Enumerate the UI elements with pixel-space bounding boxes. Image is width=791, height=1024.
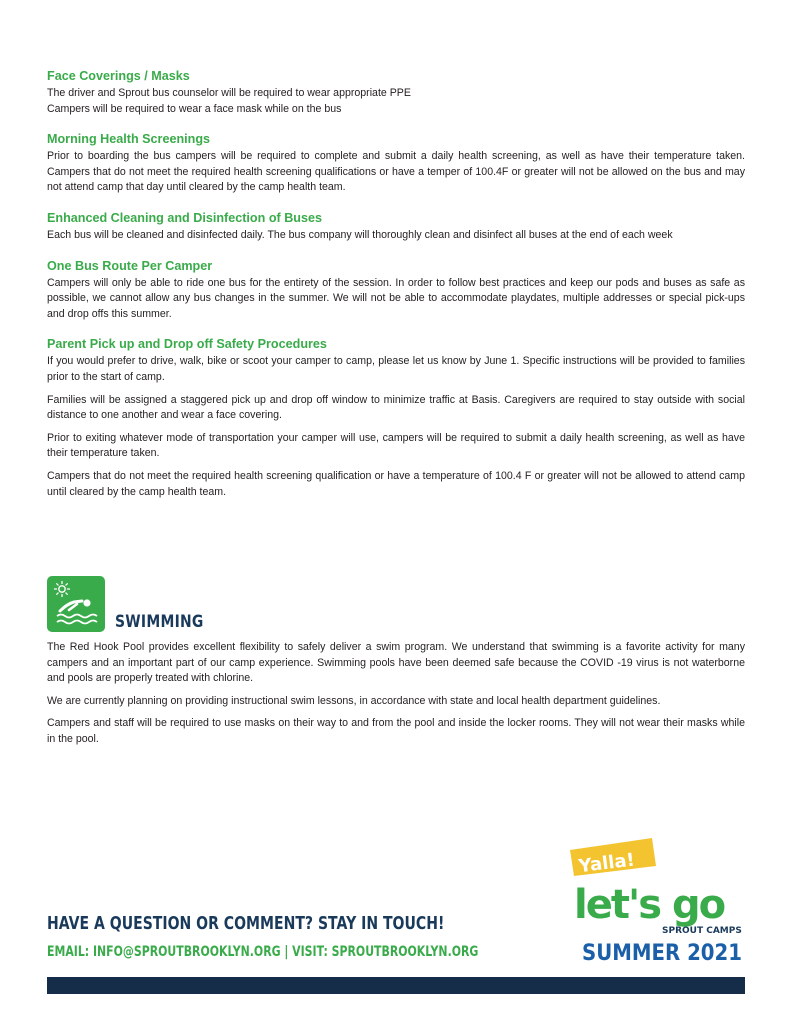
logo-banner-text: Yalla! bbox=[577, 849, 636, 878]
section-bus-route bbox=[47, 258, 745, 323]
footer-question: HAVE A QUESTION OR COMMENT? STAY IN TOUCH! bbox=[47, 913, 445, 934]
camp-logo bbox=[566, 836, 746, 966]
section-face-coverings bbox=[47, 68, 745, 117]
paragraph: Campers that do not meet the required health screening qualification or have a temperature of 100.4 F or greater will not be allowed to attend camp until cleared by the camp health team. bbox=[47, 469, 745, 498]
text-line: Campers will be required to wear a face mask while on the bus bbox=[47, 102, 342, 115]
section-heading: One Bus Route Per Camper bbox=[47, 258, 213, 273]
paragraph: Prior to boarding the bus campers will be required to complete and submit a daily health screening, as well as have their temperature taken. Campers that do not meet the required health screening qualifications or have a temper of 100.4F or greater will not be allowed on the bus and may not attend camp that day until cleared by the camp health team. bbox=[47, 150, 745, 194]
section-health-screenings bbox=[47, 131, 745, 196]
text-line: The driver and Sprout bus counselor will be required to wear appropriate PPE bbox=[47, 87, 411, 99]
section-heading: Face Coverings / Masks bbox=[47, 69, 190, 83]
swimming-text bbox=[47, 640, 745, 748]
section-heading: Enhanced Cleaning and Disinfection of Buses bbox=[47, 210, 323, 225]
section-cleaning bbox=[47, 210, 745, 244]
swimming-icon bbox=[47, 576, 105, 632]
section-heading: Morning Health Screenings bbox=[47, 132, 211, 147]
logo-main-text: let's go bbox=[574, 882, 725, 928]
paragraph: The Red Hook Pool provides excellent flexibility to safely deliver a swim program. We understand that swimming is a favorite activity for many campers and an important part of our camp experience. Swimming pools have been deemed safe because the COVID -19 virus is not waterborne and pools are properly treated with chlorine. bbox=[47, 641, 745, 685]
transport-content bbox=[47, 68, 745, 514]
paragraph: Prior to exiting whatever mode of transportation your camper will use, campers will be required to submit a daily health screening, as well as have their temperature taken. bbox=[47, 431, 745, 460]
section-heading: Parent Pick up and Drop off Safety Procedures bbox=[47, 337, 327, 352]
logo-season-text: SUMMER 2021 bbox=[582, 941, 742, 966]
footer-contact: EMAIL: INFO@SPROUTBROOKLYN.ORG | VISIT: SPROUTBROOKLYN.ORG bbox=[47, 944, 479, 960]
paragraph: If you would prefer to drive, walk, bike or scoot your camper to camp, please let us know by June 1. Specific instructions will be provided to families prior to the start of camp. bbox=[47, 355, 745, 383]
logo-brand-text: SPROUT CAMPS bbox=[662, 926, 742, 936]
paragraph: Campers will only be able to ride one bus for the entirety of the session. In order to follow best practices and keep our pods and buses as safe as possible, we cannot allow any bus changes in the summer. We will not be able to accommodate playdates, multiple addresses or special pick-ups and drop offs this summer. bbox=[47, 276, 745, 320]
footer-bar bbox=[47, 977, 745, 994]
paragraph: Families will be assigned a staggered pick up and drop off window to minimize traffic at Basis. Caregivers are required to stay outside with social distance to one another and wear a face covering. bbox=[47, 393, 745, 422]
swimming-title: SWIMMING bbox=[115, 612, 204, 632]
paragraph: Each bus will be cleaned and disinfected daily. The bus company will thoroughly clean and disinfect all buses at the end of each week bbox=[47, 228, 673, 241]
swimming-section bbox=[47, 576, 745, 745]
paragraph: We are currently planning on providing instructional swim lessons, in accordance with state and local health department guidelines. bbox=[47, 694, 661, 707]
paragraph: Campers and staff will be required to use masks on their way to and from the pool and inside the locker rooms. They will not wear their masks while in the pool. bbox=[47, 717, 745, 745]
section-pickup-dropoff bbox=[47, 336, 745, 500]
